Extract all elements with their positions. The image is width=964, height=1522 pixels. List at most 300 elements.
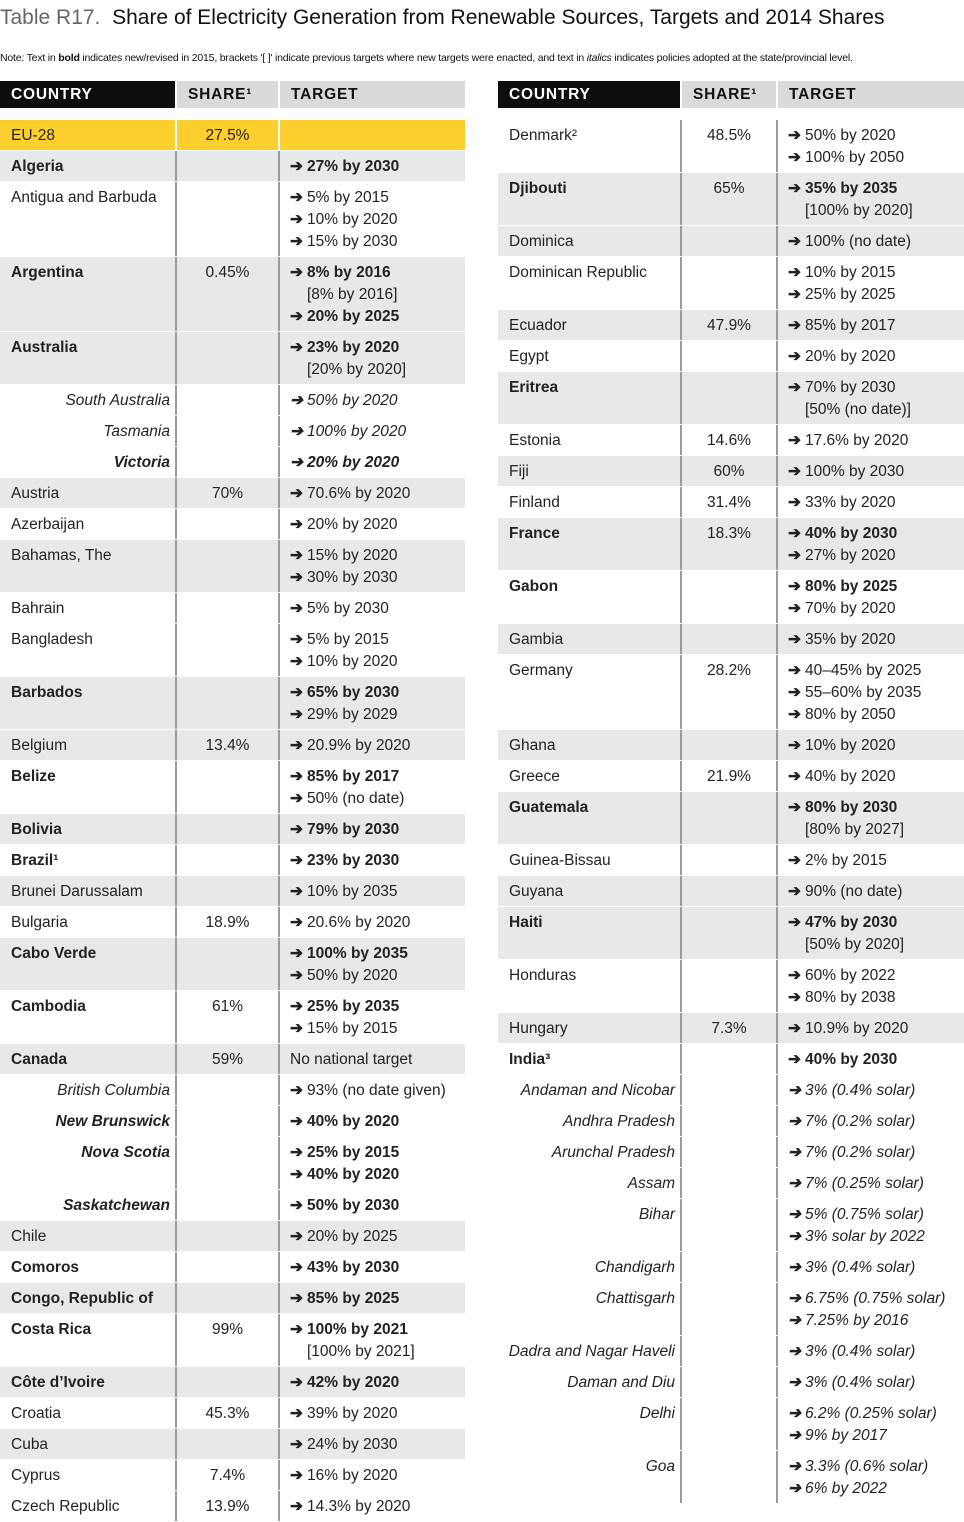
target-line (788, 660, 964, 682)
country-cell: Assam (627, 1175, 675, 1192)
target-text: 16% by 2020 (307, 1467, 398, 1484)
arrow-icon: ➔ (290, 631, 303, 648)
country-cell: Goa (645, 1458, 675, 1475)
share-cell (680, 1044, 776, 1074)
target-line (788, 399, 964, 421)
target-cell (776, 173, 964, 225)
target-line (290, 1018, 465, 1040)
table-row (0, 447, 465, 478)
target-text: 40% by 2030 (805, 1051, 898, 1068)
share-cell (680, 1168, 776, 1198)
table-row (498, 120, 964, 173)
share-cell (175, 876, 278, 906)
table-note (0, 52, 964, 64)
target-line (290, 735, 465, 757)
target-text: 80% by 2025 (805, 578, 898, 595)
target-text: 27% by 2020 (805, 547, 896, 564)
target-text: 25% by 2025 (805, 286, 896, 303)
target-cell (776, 341, 964, 371)
target-text: 47% by 2030 (805, 914, 898, 931)
country-cell: Greece (509, 768, 560, 785)
target-line (290, 209, 465, 231)
target-text: 25% by 2015 (307, 1144, 400, 1161)
target-line (788, 629, 964, 651)
target-line (788, 377, 964, 399)
share-cell (680, 257, 776, 309)
target-text: 85% by 2017 (307, 768, 400, 785)
table-row (0, 593, 465, 624)
share-cell (175, 447, 278, 477)
target-line (788, 492, 964, 514)
target-line (788, 850, 964, 872)
country-cell: Saskatchewan (63, 1197, 170, 1214)
target-line (290, 187, 465, 209)
target-cell (776, 655, 964, 729)
share-cell (680, 1252, 776, 1282)
arrow-icon: ➔ (788, 1051, 801, 1068)
share-cell: 28.2% (680, 655, 776, 729)
country-cell: Ghana (509, 737, 556, 754)
arrow-icon: ➔ (788, 799, 801, 816)
target-text: 100% by 2035 (307, 945, 408, 962)
share-cell: 14.6% (680, 425, 776, 455)
share-cell (175, 1190, 278, 1220)
target-text: 100% by 2050 (805, 149, 905, 166)
country-cell: Canada (11, 1051, 67, 1068)
arrow-icon: ➔ (788, 883, 801, 900)
target-line (290, 598, 465, 620)
arrow-icon: ➔ (290, 158, 303, 175)
share-cell (175, 938, 278, 990)
share-cell (175, 385, 278, 415)
target-cell (278, 416, 465, 446)
arrow-icon: ➔ (290, 547, 303, 564)
target-line (290, 766, 465, 788)
right-table-header (498, 81, 964, 108)
country-cell: Australia (11, 339, 78, 356)
note-bold-word: bold (58, 52, 80, 64)
target-cell (776, 907, 964, 959)
arrow-icon: ➔ (788, 348, 801, 365)
share-cell (680, 1336, 776, 1366)
target-text: 80% by 2038 (805, 989, 896, 1006)
arrow-icon: ➔ (788, 1228, 801, 1245)
arrow-icon: ➔ (788, 494, 801, 511)
country-cell: Denmark² (509, 127, 578, 144)
share-cell: 47.9% (680, 310, 776, 340)
target-text: 50% by 2020 (307, 967, 398, 984)
target-line (788, 682, 964, 704)
target-text: 40% by 2020 (805, 768, 896, 785)
table-row (498, 425, 964, 456)
arrow-icon: ➔ (290, 684, 303, 701)
target-text: 10% by 2015 (805, 264, 896, 281)
arrow-icon: ➔ (290, 883, 303, 900)
country-cell: Germany (509, 662, 573, 679)
target-text: 43% by 2030 (307, 1259, 400, 1276)
target-text: 25% by 2035 (307, 998, 400, 1015)
target-cell (278, 1283, 465, 1313)
country-cell: Estonia (509, 432, 561, 449)
target-cell (278, 1252, 465, 1282)
target-text: 35% by 2035 (805, 180, 898, 197)
arrow-icon: ➔ (290, 1436, 303, 1453)
target-line (290, 1111, 465, 1133)
arrow-icon: ➔ (290, 211, 303, 228)
share-cell (175, 332, 278, 384)
target-text: 20% by 2020 (307, 516, 398, 533)
country-cell: New Brunswick (55, 1113, 170, 1130)
table-row (498, 1451, 964, 1504)
arrow-icon: ➔ (788, 914, 801, 931)
arrow-icon: ➔ (788, 1458, 801, 1475)
share-cell (680, 1398, 776, 1450)
arrow-icon: ➔ (788, 1113, 801, 1130)
table-row (0, 1044, 465, 1075)
share-cell (680, 876, 776, 906)
share-cell (175, 182, 278, 256)
country-cell: Bahamas, The (11, 547, 112, 564)
target-line (788, 523, 964, 545)
target-line (788, 315, 964, 337)
target-line (788, 1403, 964, 1425)
target-cell (278, 1491, 465, 1521)
country-cell: Bolivia (11, 821, 62, 838)
table-row (0, 151, 465, 182)
target-text: 50% (no date) (307, 790, 405, 807)
target-cell (278, 1314, 465, 1366)
table-row (498, 730, 964, 761)
country-cell: Belgium (11, 737, 67, 754)
target-line (290, 1080, 465, 1102)
share-cell: 18.3% (680, 518, 776, 570)
target-cell (278, 1398, 465, 1428)
arrow-icon: ➔ (290, 945, 303, 962)
arrow-icon: ➔ (788, 1175, 801, 1192)
target-text: 80% by 2030 (805, 799, 898, 816)
share-cell (175, 593, 278, 623)
arrow-icon: ➔ (788, 662, 801, 679)
arrow-icon: ➔ (788, 967, 801, 984)
arrow-icon: ➔ (788, 631, 801, 648)
arrow-icon: ➔ (788, 737, 801, 754)
target-cell (776, 1199, 964, 1251)
table-row (0, 677, 465, 730)
arrow-icon: ➔ (290, 1259, 303, 1276)
target-cell (278, 677, 465, 729)
target-column-header: TARGET (776, 81, 964, 108)
target-text: 23% by 2020 (307, 339, 400, 356)
arrow-icon: ➔ (788, 286, 801, 303)
target-line (788, 965, 964, 987)
target-line (788, 1111, 964, 1133)
target-text: 7% (0.2% solar) (805, 1144, 916, 1161)
target-text: 85% by 2017 (805, 317, 896, 334)
target-text: 100% by 2020 (307, 423, 407, 440)
share-cell (175, 761, 278, 813)
arrow-icon: ➔ (788, 600, 801, 617)
table-row (498, 1199, 964, 1252)
arrow-icon: ➔ (290, 1228, 303, 1245)
table-row (0, 120, 465, 151)
table-row (0, 478, 465, 509)
country-column-header: COUNTRY (498, 81, 680, 108)
target-line (290, 881, 465, 903)
table-row (498, 310, 964, 341)
table-row (0, 938, 465, 991)
target-line (788, 200, 964, 222)
target-text: 30% by 2030 (307, 569, 398, 586)
target-text: 15% by 2030 (307, 233, 398, 250)
arrow-icon: ➔ (290, 454, 303, 471)
target-line (788, 766, 964, 788)
share-cell (175, 509, 278, 539)
target-text: 65% by 2030 (307, 684, 400, 701)
target-cell (776, 1451, 964, 1503)
table-row (498, 845, 964, 876)
share-cell: 48.5% (680, 120, 776, 172)
arrow-icon: ➔ (788, 706, 801, 723)
arrow-icon: ➔ (290, 423, 303, 440)
share-cell (175, 1137, 278, 1189)
target-line (290, 1496, 465, 1518)
target-line (290, 704, 465, 726)
table-row (0, 1190, 465, 1221)
arrow-icon: ➔ (290, 653, 303, 670)
target-line (788, 912, 964, 934)
share-cell: 70% (175, 478, 278, 508)
target-text: 15% by 2015 (307, 1020, 398, 1037)
target-line (290, 1226, 465, 1248)
target-text: 3.3% (0.6% solar) (805, 1458, 929, 1475)
target-text: 50% by 2020 (805, 127, 896, 144)
target-cell (278, 151, 465, 181)
target-text: 42% by 2020 (307, 1374, 400, 1391)
share-cell (680, 960, 776, 1012)
table-row (498, 655, 964, 730)
table-row (0, 509, 465, 540)
header-spacer (0, 108, 465, 120)
share-cell (680, 226, 776, 256)
country-cell: Bulgaria (11, 914, 68, 931)
share-cell: 61% (175, 991, 278, 1043)
arrow-icon: ➔ (788, 1020, 801, 1037)
arrow-icon: ➔ (290, 706, 303, 723)
target-line (290, 943, 465, 965)
country-cell: Bihar (638, 1206, 675, 1223)
target-cell (776, 120, 964, 172)
table-row (0, 1283, 465, 1314)
table-row (498, 792, 964, 845)
target-cell (776, 792, 964, 844)
table-row (0, 624, 465, 677)
target-text: 100% by 2030 (805, 463, 905, 480)
country-cell: Croatia (11, 1405, 61, 1422)
target-cell (776, 845, 964, 875)
target-text: 6.75% (0.75% solar) (805, 1290, 946, 1307)
note-part: indicates policies adopted at the state/provincial level. (611, 52, 853, 64)
country-cell: Delhi (639, 1405, 675, 1422)
table-row (498, 1137, 964, 1168)
target-cell (776, 1398, 964, 1450)
target-line (788, 1257, 964, 1279)
country-cell: Costa Rica (11, 1321, 92, 1338)
target-text: 23% by 2030 (307, 852, 400, 869)
target-line (290, 483, 465, 505)
target-cell (278, 991, 465, 1043)
share-cell (175, 624, 278, 676)
target-text: 7% (0.2% solar) (805, 1113, 916, 1130)
target-line (290, 1434, 465, 1456)
arrow-icon: ➔ (788, 1082, 801, 1099)
arrow-icon: ➔ (290, 1467, 303, 1484)
target-cell (776, 1252, 964, 1282)
share-cell (175, 1252, 278, 1282)
arrow-icon: ➔ (788, 180, 801, 197)
arrow-icon: ➔ (290, 790, 303, 807)
target-cell (776, 876, 964, 906)
empty-target (290, 125, 465, 147)
share-cell: 27.5% (175, 120, 278, 150)
target-cell (776, 226, 964, 256)
arrow-icon: ➔ (788, 432, 801, 449)
table-row (0, 730, 465, 761)
target-line (788, 1456, 964, 1478)
target-cell (278, 907, 465, 937)
target-line (788, 797, 964, 819)
country-cell: Barbados (11, 684, 83, 701)
target-line (290, 231, 465, 253)
target-line (788, 231, 964, 253)
arrow-icon: ➔ (290, 1144, 303, 1161)
share-cell: 45.3% (175, 1398, 278, 1428)
target-cell (776, 761, 964, 791)
share-column-header: SHARE¹ (175, 81, 278, 108)
country-cell: Bahrain (11, 600, 65, 617)
target-line (290, 651, 465, 673)
arrow-icon: ➔ (290, 600, 303, 617)
target-line (290, 1465, 465, 1487)
table-row (0, 416, 465, 447)
country-cell: Azerbaijan (11, 516, 85, 533)
share-cell (680, 1283, 776, 1335)
target-cell (278, 1429, 465, 1459)
share-cell: 99% (175, 1314, 278, 1366)
target-text: 27% by 2030 (307, 158, 400, 175)
arrow-icon: ➔ (290, 1374, 303, 1391)
target-text: 33% by 2020 (805, 494, 896, 511)
target-line (788, 1142, 964, 1164)
arrow-icon: ➔ (290, 1020, 303, 1037)
arrow-icon: ➔ (290, 998, 303, 1015)
table-row (0, 1221, 465, 1252)
target-cell (776, 257, 964, 309)
note-part: Note: Text in (0, 52, 59, 64)
target-line (788, 545, 964, 567)
target-line (290, 514, 465, 536)
left-table (0, 81, 465, 1522)
country-cell: Chattisgarh (595, 1290, 675, 1307)
target-cell (776, 1367, 964, 1397)
target-line (290, 1164, 465, 1186)
target-text: 3% (0.4% solar) (805, 1082, 916, 1099)
table-row (498, 1283, 964, 1336)
arrow-icon: ➔ (290, 1321, 303, 1338)
target-text: 20% by 2025 (307, 308, 400, 325)
target-line (290, 1257, 465, 1279)
target-text: 20% by 2020 (307, 454, 400, 471)
share-cell (680, 1106, 776, 1136)
country-cell: Finland (509, 494, 560, 511)
share-cell (680, 845, 776, 875)
target-cell (278, 1137, 465, 1189)
country-cell: EU-28 (11, 127, 55, 144)
country-cell: Belize (11, 768, 56, 785)
table-row (498, 518, 964, 571)
target-text: 50% by 2030 (307, 1197, 400, 1214)
target-cell (776, 1013, 964, 1043)
target-text: [80% by 2027] (805, 821, 905, 838)
target-line (788, 346, 964, 368)
target-cell (776, 624, 964, 654)
target-line (290, 337, 465, 359)
country-cell: Algeria (11, 158, 64, 175)
arrow-icon: ➔ (290, 768, 303, 785)
arrow-icon: ➔ (788, 127, 801, 144)
target-cell (776, 425, 964, 455)
target-line (290, 682, 465, 704)
share-cell (680, 1199, 776, 1251)
country-cell: Dominica (509, 233, 574, 250)
target-line (290, 1142, 465, 1164)
target-text: 100% by 2021 (307, 1321, 408, 1338)
share-cell (175, 416, 278, 446)
share-cell: 7.4% (175, 1460, 278, 1490)
table-row (498, 907, 964, 960)
target-line (788, 1080, 964, 1102)
share-cell (175, 677, 278, 729)
arrow-icon: ➔ (290, 233, 303, 250)
arrow-icon: ➔ (290, 1082, 303, 1099)
share-cell (680, 1367, 776, 1397)
target-cell (278, 1106, 465, 1136)
table-row (498, 487, 964, 518)
target-text: 20.6% by 2020 (307, 914, 411, 931)
target-cell (776, 1106, 964, 1136)
target-cell (278, 730, 465, 760)
table-row (498, 1336, 964, 1367)
share-cell: 59% (175, 1044, 278, 1074)
target-cell (776, 1137, 964, 1167)
arrow-icon: ➔ (290, 1166, 303, 1183)
arrow-icon: ➔ (788, 684, 801, 701)
share-cell (175, 1367, 278, 1397)
country-cell: Comoros (11, 1259, 80, 1276)
target-text: 35% by 2020 (805, 631, 896, 648)
table-row (0, 1314, 465, 1367)
target-text: 100% (no date) (805, 233, 911, 250)
target-text: [8% by 2016] (307, 286, 398, 303)
table-row (0, 1398, 465, 1429)
target-cell (278, 385, 465, 415)
target-text: 8% by 2016 (307, 264, 391, 281)
target-text: 10% by 2020 (307, 653, 398, 670)
table-title-text: Share of Electricity Generation from Renewable Sources, Targets and 2014 Shares (112, 6, 885, 29)
country-cell: Gambia (509, 631, 564, 648)
target-line (290, 1403, 465, 1425)
country-cell: Argentina (11, 264, 84, 281)
target-text: 6% by 2022 (805, 1480, 887, 1497)
